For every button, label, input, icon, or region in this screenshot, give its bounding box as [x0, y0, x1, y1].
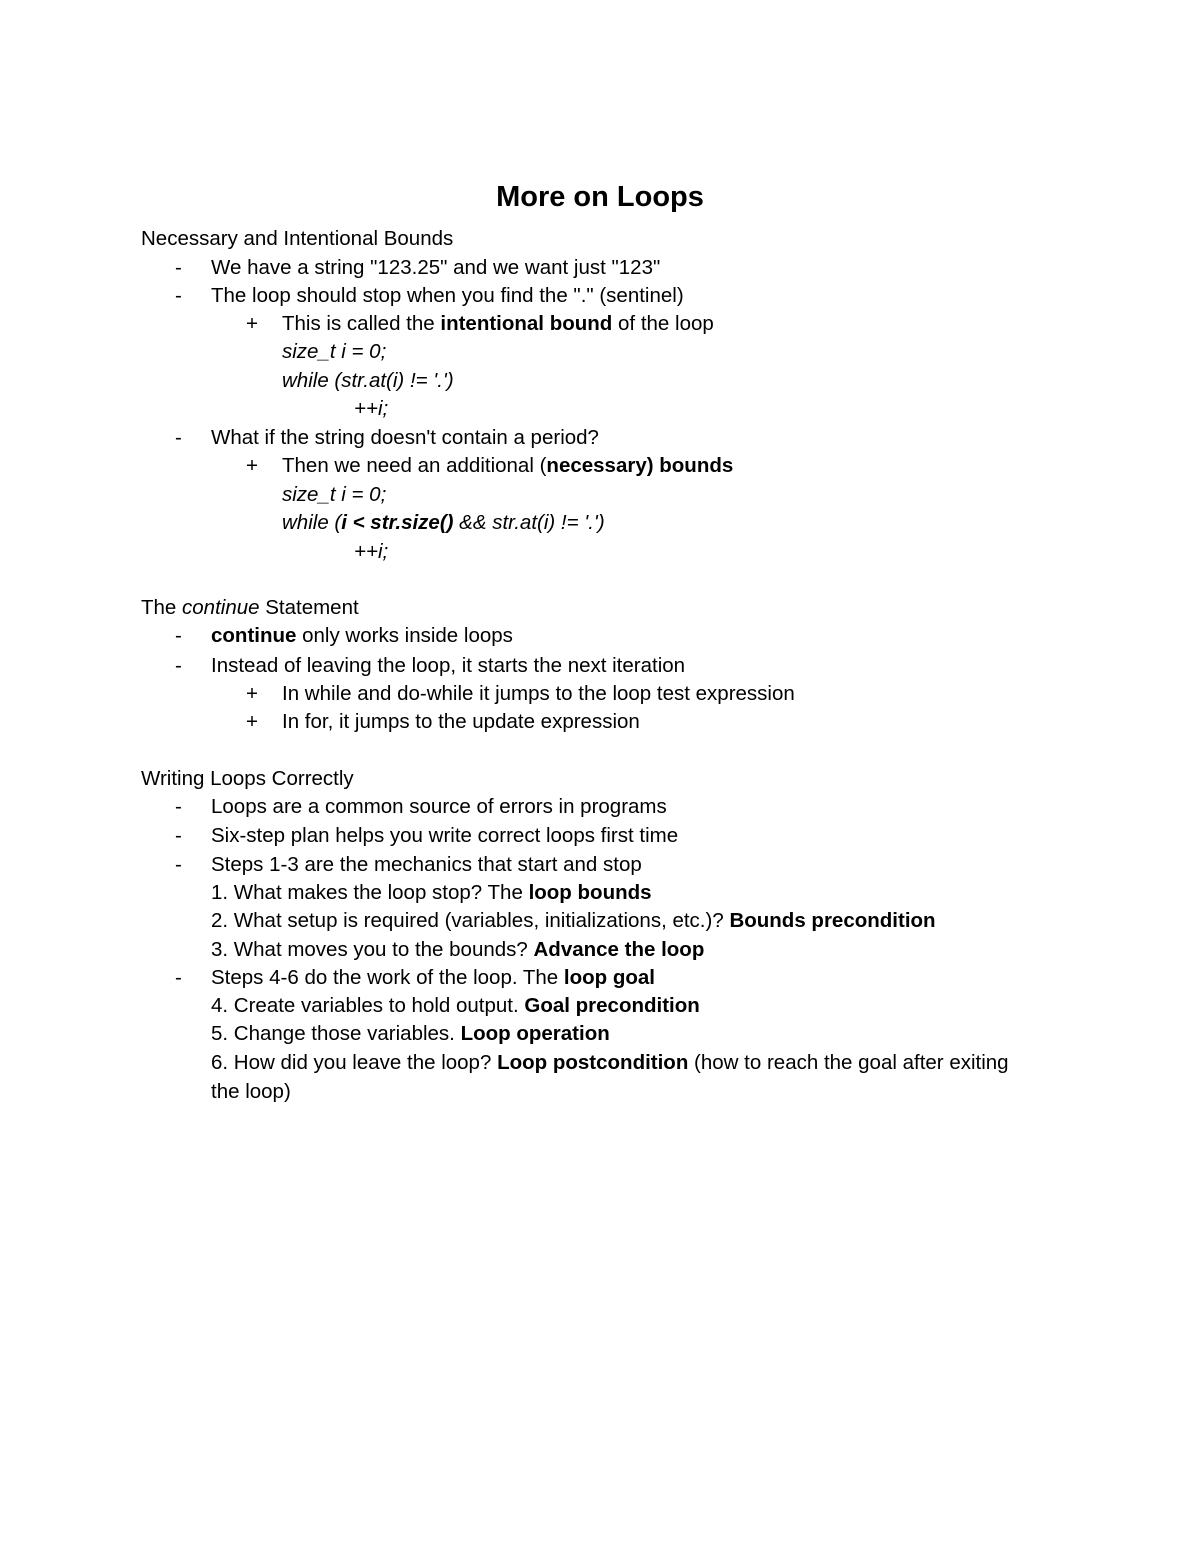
step-item: 2. What setup is required (variables, initializations, etc.)? Bounds precondition: [211, 909, 936, 932]
bullet-dash: -: [175, 284, 182, 307]
code-line: ++i;: [354, 540, 389, 563]
bullet-text: Steps 4-6 do the work of the loop. The loop goal: [211, 966, 656, 989]
bullet-dash: -: [175, 853, 182, 876]
section-heading-bounds: Necessary and Intentional Bounds: [141, 227, 454, 250]
section-heading-writing: Writing Loops Correctly: [141, 767, 354, 790]
code-line: ++i;: [354, 397, 389, 420]
sub-bullet-text: This is called the intentional bound of the loop: [282, 312, 714, 335]
code-line: size_t i = 0;: [282, 340, 387, 363]
step-item: 1. What makes the loop stop? The loop bounds: [211, 881, 652, 904]
sub-bullet-plus: +: [246, 312, 258, 335]
sub-bullet-text: In for, it jumps to the update expression: [282, 710, 640, 733]
step-item: 4. Create variables to hold output. Goal precondition: [211, 994, 700, 1017]
step-item: 6. How did you leave the loop? Loop postcondition (how to reach the goal after exiting: [211, 1051, 1009, 1074]
sub-bullet-text: In while and do-while it jumps to the loop test expression: [282, 682, 795, 705]
bullet-text: Six-step plan helps you write correct loops first time: [211, 824, 679, 847]
bullet-dash: -: [175, 426, 182, 449]
code-line: while (str.at(i) != '.'): [282, 369, 454, 392]
bullet-text: We have a string "123.25" and we want just "123": [211, 256, 661, 279]
bullet-dash: -: [175, 624, 182, 647]
step-item: 3. What moves you to the bounds? Advance the loop: [211, 938, 705, 961]
sub-bullet-text: Then we need an additional (necessary) bounds: [282, 454, 734, 477]
bullet-dash: -: [175, 824, 182, 847]
code-line: size_t i = 0;: [282, 483, 387, 506]
section-heading-continue: The continue Statement: [141, 596, 359, 619]
bullet-dash: -: [175, 256, 182, 279]
step-item-continuation: the loop): [211, 1080, 291, 1103]
step-item: 5. Change those variables. Loop operation: [211, 1022, 610, 1045]
sub-bullet-plus: +: [246, 682, 258, 705]
sub-bullet-plus: +: [246, 710, 258, 733]
bullet-dash: -: [175, 966, 182, 989]
bullet-text: The loop should stop when you find the "." (sentinel): [211, 284, 684, 307]
bullet-dash: -: [175, 654, 182, 677]
page-title: More on Loops: [496, 181, 704, 213]
bullet-text: Loops are a common source of errors in programs: [211, 795, 667, 818]
bullet-text: Steps 1-3 are the mechanics that start and stop: [211, 853, 642, 876]
code-line: while (i < str.size() && str.at(i) != '.'): [282, 511, 605, 534]
bullet-text: What if the string doesn't contain a period?: [211, 426, 599, 449]
sub-bullet-plus: +: [246, 454, 258, 477]
bullet-dash: -: [175, 795, 182, 818]
bullet-text: Instead of leaving the loop, it starts the next iteration: [211, 654, 686, 677]
bullet-text: continue only works inside loops: [211, 624, 513, 647]
